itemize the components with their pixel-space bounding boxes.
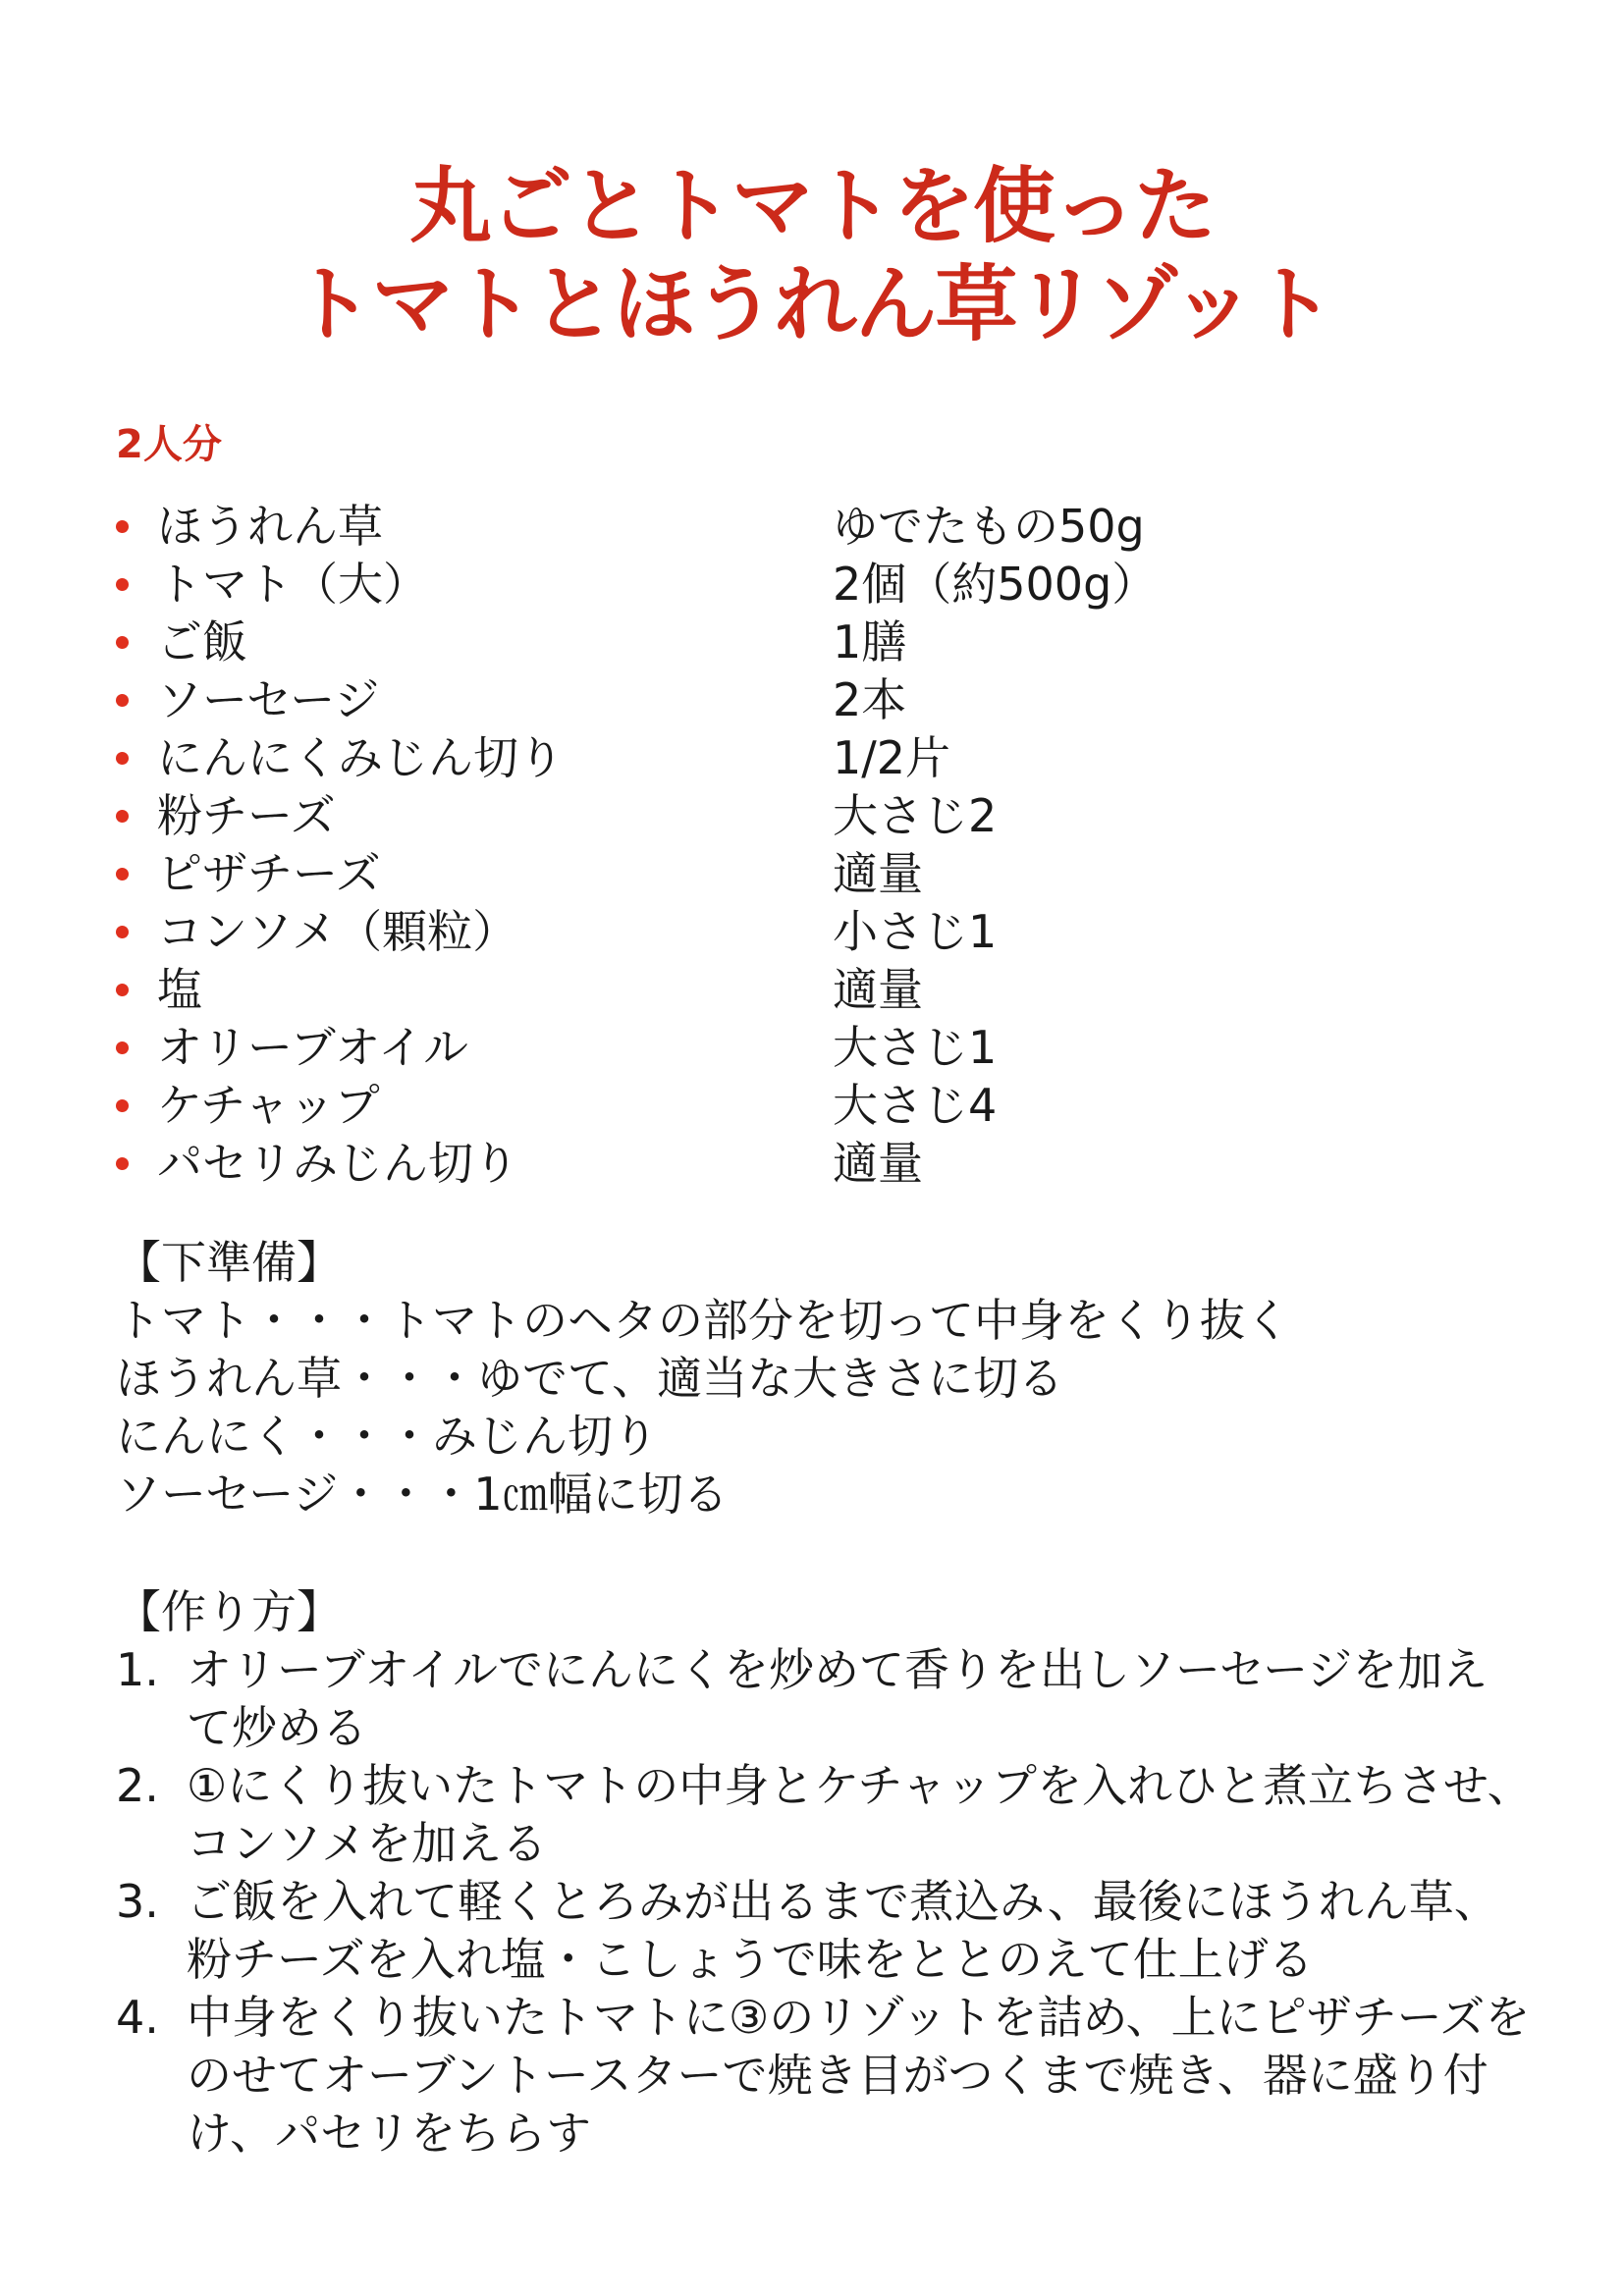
ingredient-amount: 適量 xyxy=(833,963,923,1016)
ingredient-name: 粉チーズ xyxy=(157,789,336,842)
step-text-line: 中身をくり抜いたトマトに③のリゾットを詰め、上にピザチーズを xyxy=(187,1991,1531,2044)
recipe-title xyxy=(0,157,1624,353)
bullet-icon xyxy=(116,1099,129,1112)
step-number: 3. xyxy=(116,1875,159,1928)
step-number: 4. xyxy=(116,1991,159,2044)
recipe-title-line-1: 丸ごとトマトを使った xyxy=(408,158,1215,254)
bullet-icon xyxy=(116,810,129,823)
ingredient-row xyxy=(116,845,1490,903)
step-text-line: のせてオーブントースターで焼き目がつくまで焼き、器に盛り付 xyxy=(187,2049,1489,2102)
bullet-icon xyxy=(116,1157,129,1170)
ingredient-name: オリーブオイル xyxy=(157,1021,468,1074)
ingredient-name: ソーセージ xyxy=(157,673,380,726)
ingredient-amount: 2本 xyxy=(833,673,907,726)
method-steps xyxy=(116,1641,1540,2163)
step-item xyxy=(116,1989,1540,2163)
ingredient-name: 塩 xyxy=(157,963,202,1016)
bullet-icon xyxy=(116,868,129,881)
ingredient-amount: 2個（約500g） xyxy=(833,558,1158,611)
ingredient-amount: 大さじ2 xyxy=(833,789,998,842)
ingredient-amount: ゆでたもの50g xyxy=(833,500,1145,553)
ingredient-name: ご飯 xyxy=(157,615,247,668)
step-item xyxy=(116,1757,1540,1873)
ingredient-row xyxy=(116,787,1490,845)
prep-item: ソーセージ・・・1㎝幅に切る xyxy=(116,1468,729,1521)
step-number: 1. xyxy=(116,1643,159,1696)
step-item xyxy=(116,1641,1540,1757)
bullet-icon xyxy=(116,926,129,938)
ingredient-amount: 大さじ1 xyxy=(833,1021,998,1074)
ingredient-row xyxy=(116,671,1490,729)
ingredient-name: コンソメ（顆粒） xyxy=(157,905,518,958)
bullet-icon xyxy=(116,752,129,765)
ingredient-amount: 適量 xyxy=(833,847,923,900)
ingredient-row xyxy=(116,729,1490,787)
step-text-line: け、パセリをちらす xyxy=(187,2107,592,2160)
servings-label: 2人分 xyxy=(116,422,222,467)
step-item xyxy=(116,1873,1540,1989)
ingredient-row xyxy=(116,1135,1490,1193)
ingredient-name: トマト（大） xyxy=(157,558,428,611)
ingredient-name: にんにくみじん切り xyxy=(157,731,564,784)
step-text-line: コンソメを加える xyxy=(187,1817,548,1870)
recipe-title-line-2: トマトとほうれん草リゾット xyxy=(291,256,1333,352)
bullet-icon xyxy=(116,1041,129,1054)
ingredient-list xyxy=(116,498,1490,1193)
ingredient-row xyxy=(116,1019,1490,1077)
prep-heading: 【下準備】 xyxy=(116,1236,342,1289)
prep-item: トマト・・・トマトのヘタの部分を切って中身をくり抜く xyxy=(116,1294,1290,1347)
bullet-icon xyxy=(116,694,129,707)
ingredient-name: ピザチーズ xyxy=(157,847,381,900)
step-text-line: て炒める xyxy=(187,1701,367,1754)
step-text-line: オリーブオイルでにんにくを炒めて香りを出しソーセージを加え xyxy=(187,1643,1489,1696)
ingredient-name: パセリみじん切り xyxy=(157,1137,518,1190)
ingredient-name: ケチャップ xyxy=(157,1079,380,1132)
ingredient-amount: 1膳 xyxy=(833,615,907,668)
ingredient-name: ほうれん草 xyxy=(157,500,383,553)
prep-item: ほうれん草・・・ゆでて、適当な大きさに切る xyxy=(116,1352,1064,1405)
ingredient-amount: 1/2片 xyxy=(833,731,951,784)
ingredient-amount: 小さじ1 xyxy=(833,905,998,958)
ingredient-row xyxy=(116,614,1490,671)
bullet-icon xyxy=(116,578,129,591)
method-heading: 【作り方】 xyxy=(116,1585,342,1638)
ingredient-amount: 適量 xyxy=(833,1137,923,1190)
ingredient-row xyxy=(116,1077,1490,1135)
ingredient-amount: 大さじ4 xyxy=(833,1079,998,1132)
step-text-line: ①にくり抜いたトマトの中身とケチャップを入れひと煮立ちさせ、 xyxy=(187,1759,1533,1812)
step-number: 2. xyxy=(116,1759,159,1812)
prep-item: にんにく・・・みじん切り xyxy=(116,1410,658,1463)
step-text-line: ご飯を入れて軽くとろみが出るまで煮込み、最後にほうれん草、 xyxy=(187,1875,1499,1928)
bullet-icon xyxy=(116,520,129,533)
bullet-icon xyxy=(116,636,129,649)
step-text-line: 粉チーズを入れ塩・こしょうで味をととのえて仕上げる xyxy=(187,1933,1314,1986)
ingredient-row xyxy=(116,556,1490,614)
bullet-icon xyxy=(116,984,129,996)
ingredient-row xyxy=(116,903,1490,961)
ingredient-row xyxy=(116,498,1490,556)
prep-section xyxy=(116,1234,1290,1523)
ingredient-row xyxy=(116,961,1490,1019)
